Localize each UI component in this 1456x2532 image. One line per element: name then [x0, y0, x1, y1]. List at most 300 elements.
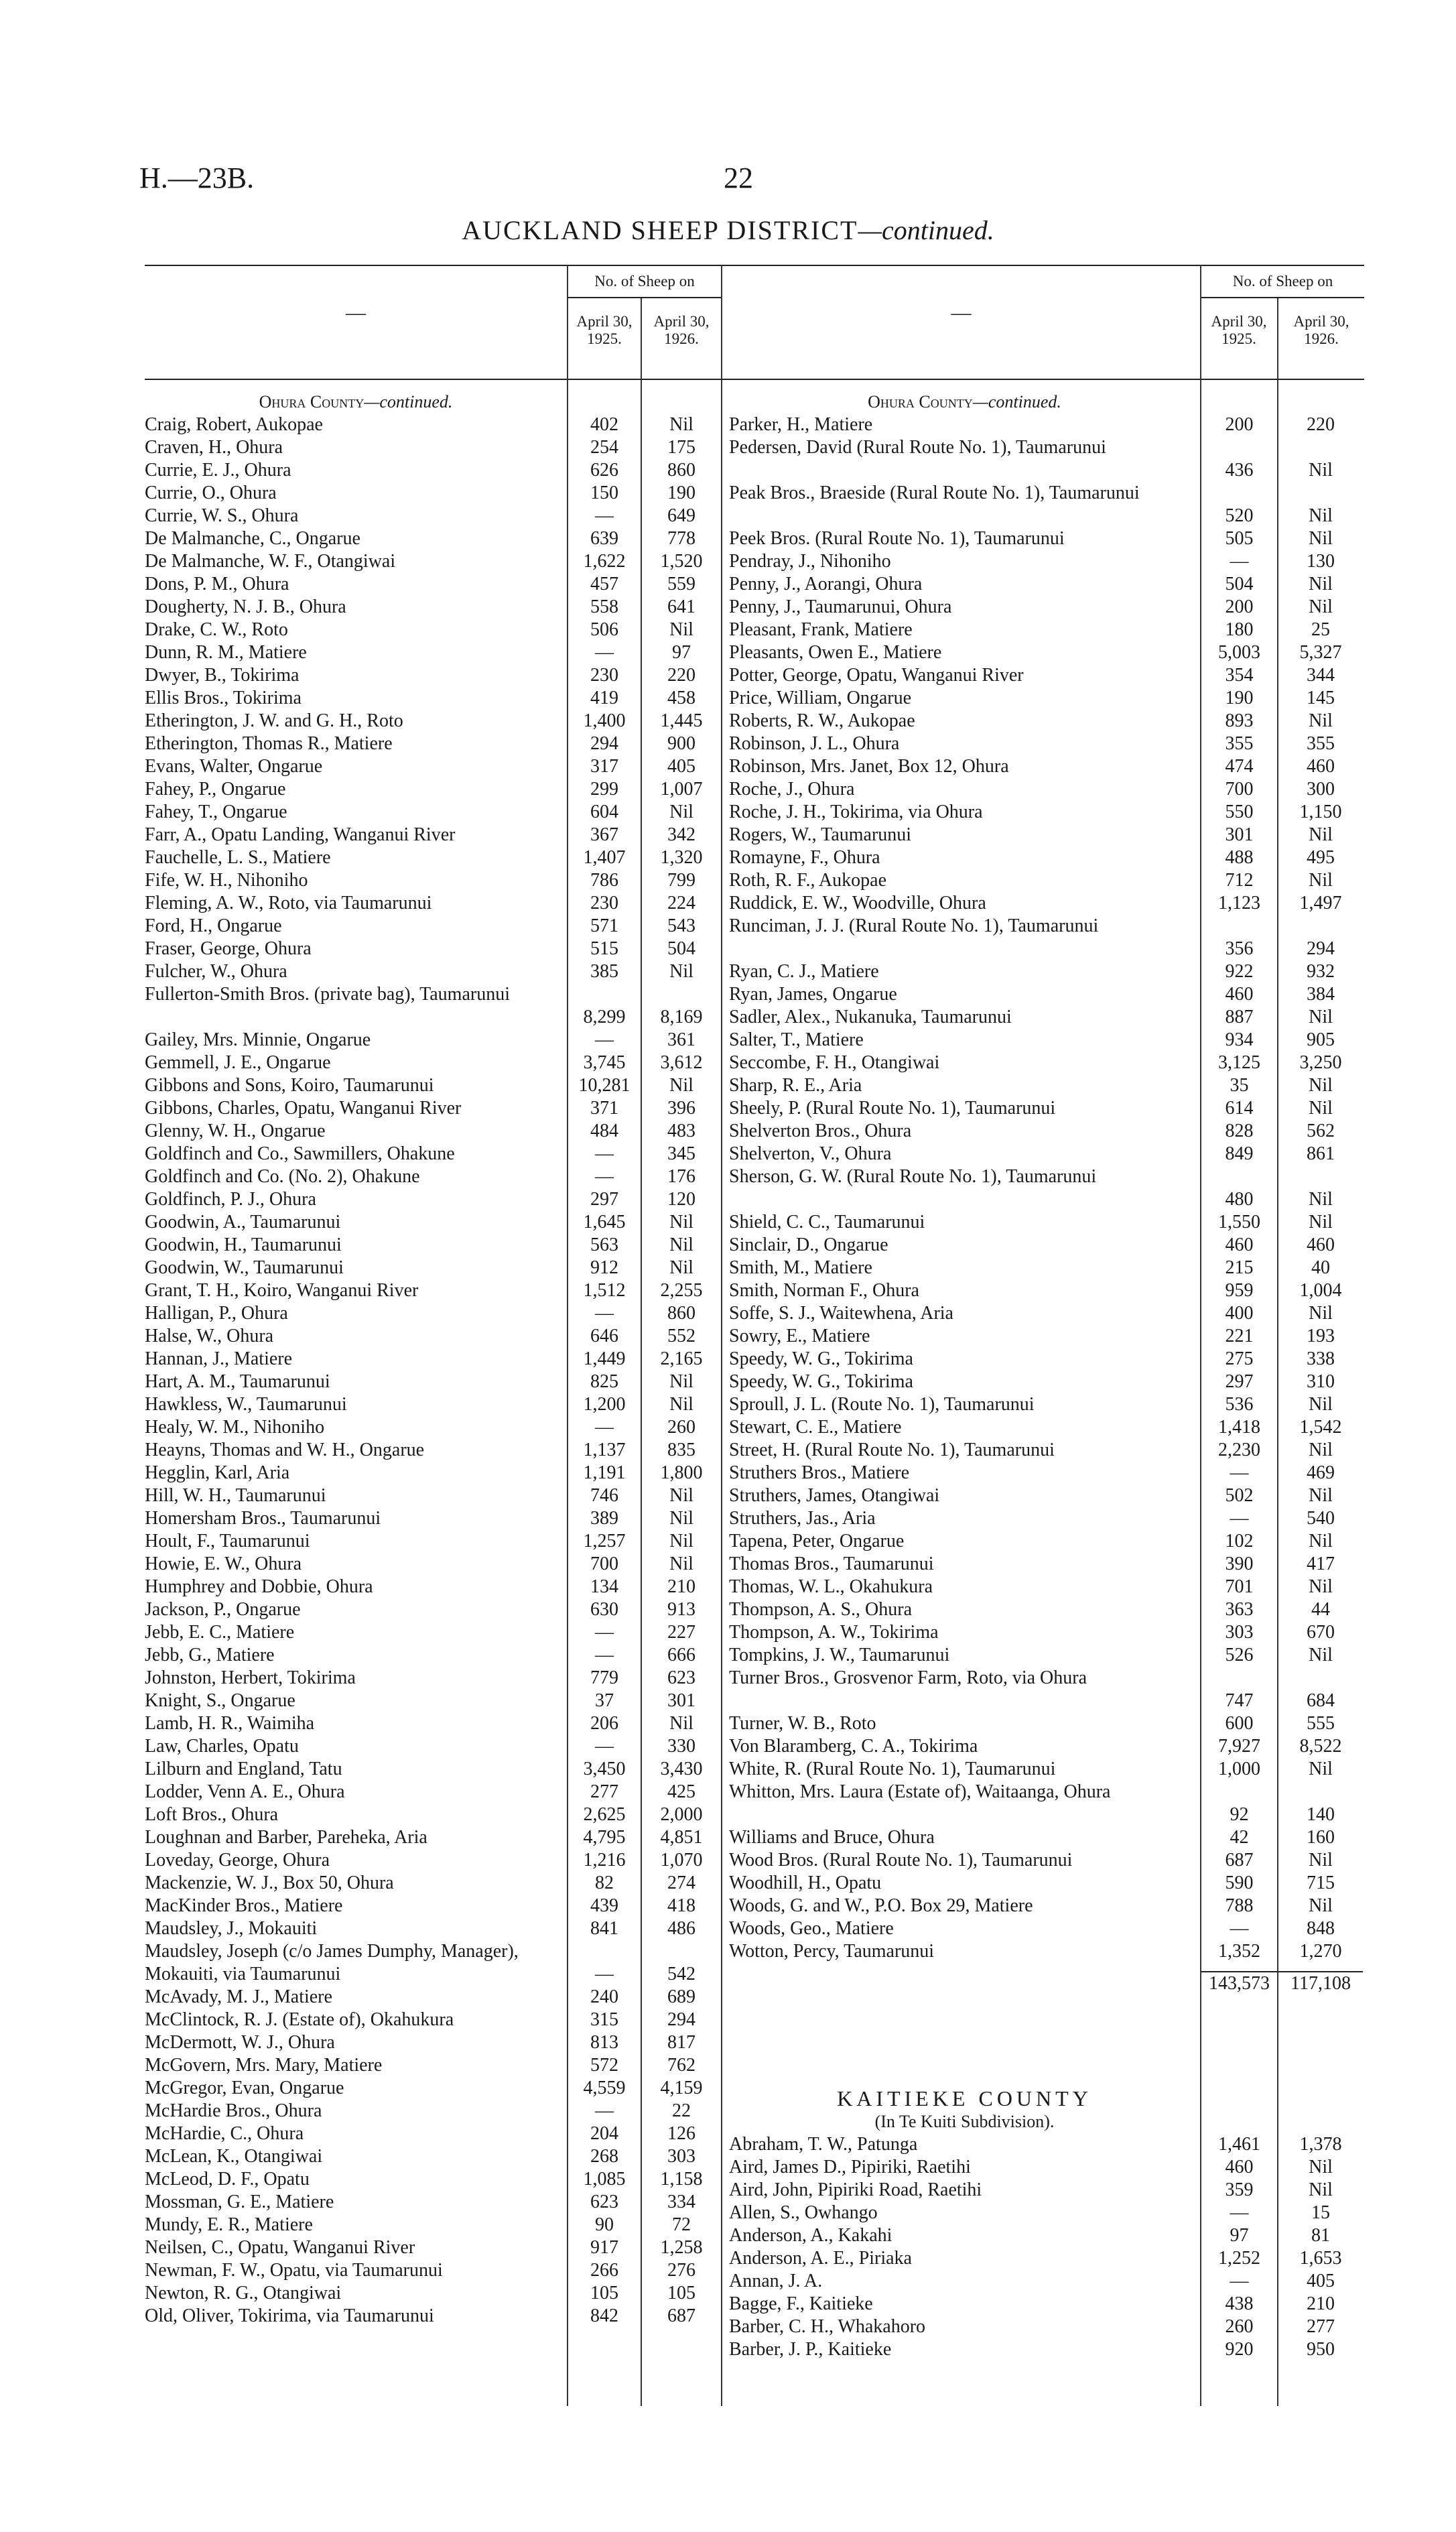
right-section-name: Ohura County [868, 392, 973, 412]
sheep-1926: 900 [667, 733, 696, 754]
sheep-1926: 715 [1307, 1873, 1335, 1893]
table-row [145, 505, 721, 527]
sheep-1926: 396 [667, 1098, 696, 1119]
sheep-1926: 559 [667, 574, 696, 594]
table-row [729, 2202, 1364, 2224]
sheep-1926: 3,250 [1299, 1052, 1342, 1073]
table-row [145, 1553, 721, 1576]
table-row [145, 527, 721, 550]
table-row [729, 2316, 1364, 2338]
sheep-1925: 460 [1225, 1235, 1254, 1255]
sheep-1926: 105 [667, 2283, 696, 2303]
sheep-1925: 3,745 [583, 1052, 626, 1073]
sheep-1925: 515 [590, 938, 618, 959]
owner-name: Bagge, F., Kaitieke [729, 2293, 873, 2314]
table-row [145, 733, 721, 755]
table-row [145, 2191, 721, 2214]
sheep-1925: — [1230, 1918, 1249, 1939]
table-row [145, 2305, 721, 2328]
owner-name: Hill, W. H., Taumarunui [145, 1485, 326, 1506]
table-row [729, 1052, 1364, 1074]
owner-name: Goodwin, W., Taumarunui [145, 1257, 344, 1278]
owner-name: Maudsley, J., Mokauiti [145, 1918, 318, 1939]
sheep-1925: — [595, 505, 614, 526]
sheep-1926: 552 [667, 1326, 696, 1346]
table-row [145, 1234, 721, 1257]
table-row [145, 824, 721, 846]
sheep-1925: 1,191 [583, 1462, 626, 1483]
sheep-1925: 82 [595, 1873, 614, 1893]
table-row [145, 1803, 721, 1826]
table-row [145, 664, 721, 687]
table-row [729, 1393, 1364, 1416]
owner-name: Salter, T., Matiere [729, 1029, 864, 1050]
sheep-1925: 134 [590, 1576, 618, 1597]
sheep-1926: 224 [667, 893, 696, 913]
table-row [145, 801, 721, 824]
sheep-1926: Nil [1309, 1759, 1333, 1779]
sheep-1926: 1,520 [660, 551, 703, 572]
owner-name: Mossman, G. E., Matiere [145, 2192, 334, 2212]
table-row [729, 664, 1364, 687]
table-row [729, 2270, 1364, 2293]
left-col1-header: April 30, 1925. [576, 313, 633, 347]
table-row [729, 1097, 1364, 1120]
table-row [145, 1986, 721, 2009]
table-row [145, 482, 721, 505]
sheep-1925: — [595, 1736, 614, 1757]
sheep-1926: Nil [1309, 710, 1333, 731]
sheep-1925: 460 [1225, 2157, 1254, 2177]
left-rows [145, 414, 721, 2328]
sheep-1925: — [1230, 2202, 1249, 2223]
sheep-1926: Nil [1309, 824, 1333, 845]
table-row [729, 824, 1364, 846]
sheep-1926: Nil [1309, 2157, 1333, 2177]
sheep-1925: 42 [1230, 1827, 1249, 1848]
sheep-1926: Nil [1309, 1440, 1333, 1460]
sheep-1925: 506 [590, 619, 618, 640]
table-row [145, 1029, 721, 1052]
sheep-1925: 215 [1225, 1257, 1254, 1278]
sheep-1926: Nil [1309, 2179, 1333, 2200]
sheep-1926: 330 [667, 1736, 696, 1757]
sheep-1925: 200 [1225, 596, 1254, 617]
sheep-1926: 458 [667, 688, 696, 708]
sheep-1926: 276 [667, 2260, 696, 2281]
owner-name: Pleasant, Frank, Matiere [729, 619, 913, 640]
sheep-1925: 1,449 [583, 1348, 626, 1369]
owner-name: Fauchelle, L. S., Matiere [145, 847, 331, 868]
sheep-1926: 860 [667, 1303, 696, 1324]
sheep-1926: 4,159 [660, 2078, 703, 2098]
table-row [145, 1143, 721, 1165]
sheep-1925: 359 [1225, 2179, 1254, 2200]
sheep-1926: 2,000 [660, 1804, 703, 1825]
sheep-1925: 4,795 [583, 1827, 626, 1848]
owner-name: Sowry, E., Matiere [729, 1326, 870, 1346]
table-row [729, 710, 1364, 733]
table-row [145, 1484, 721, 1507]
sheep-1926: 274 [667, 1873, 696, 1893]
sheep-1925: 1,512 [583, 1280, 626, 1301]
table-row [145, 1667, 721, 1690]
owner-name: Wotton, Percy, Taumarunui [729, 1941, 935, 1962]
table-row [145, 1325, 721, 1348]
sheep-1925: 842 [590, 2305, 618, 2326]
sheep-1925: 920 [1225, 2339, 1254, 2360]
owner-name: Shelverton Bros., Ohura [729, 1121, 912, 1141]
owner-name: Lilburn and England, Tatu [145, 1759, 342, 1779]
sheep-1925: — [1230, 2271, 1249, 2291]
owner-name: Speedy, W. G., Tokirima [729, 1371, 913, 1392]
table-row [145, 1781, 721, 1803]
right-section-heading [729, 391, 1200, 414]
ohura-total-1926: 117,108 [1278, 1971, 1363, 1995]
owner-name: Heayns, Thomas and W. H., Ongarue [145, 1440, 425, 1460]
sheep-1926: 861 [1307, 1143, 1335, 1164]
table-row [145, 2123, 721, 2145]
sheep-1925: 922 [1225, 961, 1254, 982]
sheep-1925: 614 [1225, 1098, 1254, 1119]
sheep-1925: 3,125 [1218, 1052, 1260, 1073]
owner-name: Goodwin, H., Taumarunui [145, 1235, 342, 1255]
sheep-1926: 361 [667, 1029, 696, 1050]
sheep-1926: 1,800 [660, 1462, 703, 1483]
sheep-1925: 505 [1225, 528, 1254, 549]
sheep-1925: 712 [1225, 870, 1254, 891]
owner-name: Von Blaramberg, C. A., Tokirima [729, 1736, 978, 1757]
sheep-1926: 15 [1311, 2202, 1330, 2223]
sheep-1926: 1,542 [1299, 1417, 1342, 1438]
page-number: 22 [724, 162, 753, 194]
page-reference: H.—23B. [139, 162, 255, 194]
sheep-1925: 35 [1230, 1075, 1249, 1096]
sheep-1925: 230 [590, 665, 618, 686]
owner-name: Abraham, T. W., Patunga [729, 2134, 918, 2155]
sheep-1926: Nil [1309, 1645, 1333, 1665]
owner-name: Shelverton, V., Ohura [729, 1143, 892, 1164]
sheep-1926: 355 [1307, 733, 1335, 754]
ohura-total-1925: 143,573 [1201, 1971, 1277, 1995]
sheep-1925: 887 [1225, 1007, 1254, 1027]
sheep-1925: 484 [590, 1121, 618, 1141]
sheep-1925: 356 [1225, 938, 1254, 959]
owner-name: Rogers, W., Taumarunui [729, 824, 912, 845]
sheep-1926: Nil [1309, 1531, 1333, 1552]
owner-name: Roche, J. H., Tokirima, via Ohura [729, 802, 983, 822]
owner-name: Maudsley, Joseph (c/o James Dumphy, Manager), Mokauiti, via Taumarunui [145, 1941, 519, 1984]
sheep-1925: 460 [1225, 984, 1254, 1005]
sheep-1925: 297 [1225, 1371, 1254, 1392]
sheep-1925: 3,450 [583, 1759, 626, 1779]
sheep-1925: 917 [590, 2237, 618, 2258]
table-row [729, 550, 1364, 573]
table-row [729, 1576, 1364, 1598]
table-row [145, 1439, 721, 1462]
sheep-1925: 504 [1225, 574, 1254, 594]
owner-name: Sinclair, D., Ongarue [729, 1235, 888, 1255]
sheep-1926: 950 [1307, 2339, 1335, 2360]
owner-name: Knight, S., Ongarue [145, 1690, 295, 1711]
owner-name: Loughnan and Barber, Pareheka, Aria [145, 1827, 427, 1848]
owner-name: MacKinder Bros., Matiere [145, 1895, 343, 1916]
owner-name: Halse, W., Ohura [145, 1326, 274, 1346]
sheep-1925: 354 [1225, 665, 1254, 686]
table-row [145, 1940, 721, 1986]
table-row [145, 1826, 721, 1849]
sheep-1925: 1,200 [583, 1394, 626, 1415]
sheep-1925: 266 [590, 2260, 618, 2281]
sheep-1925: 2,625 [583, 1804, 626, 1825]
sheep-1926: Nil [1309, 1098, 1333, 1119]
owner-name: Tompkins, J. W., Taumarunui [729, 1645, 950, 1665]
owner-name: Dwyer, B., Tokirima [145, 665, 300, 686]
sheep-1926: 72 [672, 2214, 691, 2235]
owner-name: Johnston, Herbert, Tokirima [145, 1667, 356, 1688]
owner-name: Fraser, George, Ohura [145, 938, 312, 959]
sheep-1925: 526 [1225, 1645, 1254, 1665]
sheep-1926: 418 [667, 1895, 696, 1916]
sheep-1926: Nil [669, 1531, 693, 1552]
table-row [145, 619, 721, 641]
table-row [729, 1234, 1364, 1257]
sheep-1926: 193 [1307, 1326, 1335, 1346]
sheep-1926: 145 [1307, 688, 1335, 708]
title-main: AUCKLAND SHEEP DISTRICT [462, 215, 858, 245]
owner-name: Goldfinch, P. J., Ohura [145, 1189, 316, 1210]
table-row [145, 892, 721, 915]
sheep-1925: 436 [1225, 460, 1254, 481]
sheep-1926: Nil [669, 1235, 693, 1255]
sheep-1925: 893 [1225, 710, 1254, 731]
owner-name: Parker, H., Matiere [729, 414, 873, 435]
owner-name: Romayne, F., Ohura [729, 847, 880, 868]
sheep-1926: Nil [669, 961, 693, 982]
owner-name: Fullerton-Smith Bros. (private bag), Taumarunui [145, 984, 510, 1005]
sheep-1925: 700 [590, 1554, 618, 1574]
table-row [729, 1120, 1364, 1143]
owner-name: Halligan, P., Ohura [145, 1303, 288, 1324]
sheep-1925: 303 [1225, 1622, 1254, 1643]
sheep-1926: 542 [667, 1964, 696, 1984]
sheep-1925: 550 [1225, 802, 1254, 822]
left-section-name: Ohura County [259, 392, 365, 412]
sheep-1926: 562 [1307, 1121, 1335, 1141]
owner-name: Hoult, F., Taumarunui [145, 1531, 310, 1552]
sheep-1925: 630 [590, 1599, 618, 1620]
right-section-suffix: —continued. [972, 392, 1061, 412]
sheep-1926: 342 [667, 824, 696, 845]
owner-name: Currie, E. J., Ohura [145, 460, 291, 481]
owner-name: Ellis Bros., Tokirima [145, 688, 302, 708]
table-row [729, 1279, 1364, 1302]
sheep-1925: 230 [590, 893, 618, 913]
sheep-1925: 747 [1225, 1690, 1254, 1711]
owner-name: Woodhill, H., Opatu [729, 1873, 882, 1893]
sheep-1925: 841 [590, 1918, 618, 1939]
sheep-1926: Nil [1309, 1007, 1333, 1027]
table-row [145, 2100, 721, 2123]
owner-name: Humphrey and Dobbie, Ohura [145, 1576, 373, 1597]
sheep-1926: 666 [667, 1645, 696, 1665]
table-row [145, 2282, 721, 2305]
owner-name: Stewart, C. E., Matiere [729, 1417, 902, 1438]
owner-name: Goodwin, A., Taumarunui [145, 1212, 341, 1232]
sheep-1926: Nil [1309, 1895, 1333, 1916]
owner-name: Sharp, R. E., Aria [729, 1075, 862, 1096]
sheep-1925: 10,281 [578, 1075, 631, 1096]
table-row [145, 1917, 721, 1940]
kaitieke-heading: KAITIEKE COUNTY [837, 2086, 1092, 2110]
sheep-1925: 1,550 [1218, 1212, 1260, 1232]
sheep-1926: Nil [669, 1212, 693, 1232]
table-row [145, 1644, 721, 1667]
owner-name: Speedy, W. G., Tokirima [729, 1348, 913, 1369]
table-row [729, 1507, 1364, 1530]
sheep-1926: 1,004 [1299, 1280, 1342, 1301]
sheep-1925: 474 [1225, 756, 1254, 777]
sheep-1926: Nil [1309, 870, 1333, 891]
sheep-1926: 495 [1307, 847, 1335, 868]
table-row [145, 755, 721, 778]
owner-name: Sproull, J. L. (Route No. 1), Taumarunui [729, 1394, 1035, 1415]
sheep-1926: 97 [672, 642, 691, 663]
table-row [729, 641, 1364, 664]
owner-name: McGovern, Mrs. Mary, Matiere [145, 2055, 383, 2076]
sheep-1925: 400 [1225, 1303, 1254, 1324]
sheep-1926: Nil [1309, 1189, 1333, 1210]
sheep-1925: 385 [590, 961, 618, 982]
owner-name: Sheely, P. (Rural Route No. 1), Taumarunui [729, 1098, 1056, 1119]
table-top-rule [145, 265, 1364, 266]
owner-name: Gailey, Mrs. Minnie, Ongarue [145, 1029, 371, 1050]
sheep-1926: 140 [1307, 1804, 1335, 1825]
sheep-1926: 310 [1307, 1371, 1335, 1392]
owner-name: Soffe, S. J., Waitewhena, Aria [729, 1303, 953, 1324]
sheep-1926: 130 [1307, 551, 1335, 572]
sheep-1925: 1,085 [583, 2169, 626, 2190]
sheep-1925: 1,418 [1218, 1417, 1260, 1438]
sheep-1925: 1,461 [1218, 2134, 1260, 2155]
table-row [729, 846, 1364, 869]
sheep-1925: 221 [1225, 1326, 1254, 1346]
sheep-1926: Nil [669, 1713, 693, 1734]
sheep-1925: 97 [1230, 2225, 1249, 2246]
sheep-1926: Nil [669, 1371, 693, 1392]
right-group-rule [1201, 297, 1364, 298]
owner-name: Evans, Walter, Ongarue [145, 756, 323, 777]
owner-name: Thompson, A. W., Tokirima [729, 1622, 939, 1643]
sheep-1926: 417 [1307, 1554, 1335, 1574]
sheep-1926: 684 [1307, 1690, 1335, 1711]
table-row [729, 2247, 1364, 2270]
sheep-1926: Nil [669, 414, 693, 435]
table-row [145, 1598, 721, 1621]
right-rows [729, 414, 1364, 1963]
table-row [729, 1143, 1364, 1165]
owner-name: De Malmanche, W. F., Otangiwai [145, 551, 396, 572]
sheep-1925: 92 [1230, 1804, 1249, 1825]
owner-name: Barber, J. P., Kaitieke [729, 2339, 892, 2360]
table-row [729, 1553, 1364, 1576]
owner-name: Jebb, E. C., Matiere [145, 1622, 295, 1643]
sheep-1926: 504 [667, 938, 696, 959]
owner-name: Struthers Bros., Matiere [729, 1462, 910, 1483]
table-row [145, 778, 721, 801]
sheep-1925: 502 [1225, 1485, 1254, 1506]
sheep-1926: 301 [667, 1690, 696, 1711]
owner-name: Ford, H., Ongarue [145, 915, 282, 936]
sheep-1925: 825 [590, 1371, 618, 1392]
table-row [145, 1393, 721, 1416]
table-row [729, 755, 1364, 778]
sheep-1925: 200 [1225, 414, 1254, 435]
sheep-1925: 180 [1225, 619, 1254, 640]
owner-name: Fahey, T., Ongarue [145, 802, 287, 822]
owner-name: Etherington, J. W. and G. H., Roto [145, 710, 403, 731]
sheep-1926: 3,612 [660, 1052, 703, 1073]
sheep-1925: 1,000 [1218, 1759, 1260, 1779]
owner-name: Roche, J., Ohura [729, 779, 855, 800]
sheep-1925: 275 [1225, 1348, 1254, 1369]
sheep-1926: 543 [667, 915, 696, 936]
ohura-total-row [729, 1971, 1364, 1994]
owner-name: Old, Oliver, Tokirima, via Taumarunui [145, 2305, 434, 2326]
sheep-1925: 779 [590, 1667, 618, 1688]
sheep-1925: 480 [1225, 1189, 1254, 1210]
sheep-1925: 1,400 [583, 710, 626, 731]
owner-name: Fleming, A. W., Roto, via Taumarunui [145, 893, 432, 913]
owner-name: Pleasants, Owen E., Matiere [729, 642, 942, 663]
table-row [729, 1598, 1364, 1621]
table-row [145, 1097, 721, 1120]
owner-name: Homersham Bros., Taumarunui [145, 1508, 381, 1529]
table-row [145, 1530, 721, 1553]
kaitieke-rows [729, 2133, 1364, 2361]
owner-name: Williams and Bruce, Ohura [729, 1827, 935, 1848]
sheep-1926: Nil [669, 1257, 693, 1278]
table-row [729, 1484, 1364, 1507]
owner-name: McDermott, W. J., Ohura [145, 2032, 335, 2053]
owner-name: Howie, E. W., Ohura [145, 1554, 302, 1574]
sheep-1925: 2,230 [1218, 1440, 1260, 1460]
table-row [145, 459, 721, 482]
sheep-1926: Nil [669, 619, 693, 640]
table-row [145, 1279, 721, 1302]
owner-name: Roth, R. F., Aukopae [729, 870, 886, 891]
table-row [145, 2009, 721, 2031]
sheep-1926: 623 [667, 1667, 696, 1688]
owner-name: Lamb, H. R., Waimiha [145, 1713, 315, 1734]
table-row [729, 1917, 1364, 1940]
sheep-1925: 367 [590, 824, 618, 845]
sheep-1925: 419 [590, 688, 618, 708]
sheep-1926: 22 [672, 2100, 691, 2121]
table-row [145, 1621, 721, 1644]
owner-name: Ryan, C. J., Matiere [729, 961, 879, 982]
table-row [145, 687, 721, 710]
sheep-1926: 835 [667, 1440, 696, 1460]
sheep-1925: 1,407 [583, 847, 626, 868]
owner-name: Turner, W. B., Roto [729, 1713, 876, 1734]
owner-name: Newman, F. W., Opatu, via Taumarunui [145, 2260, 443, 2281]
table-row [145, 1895, 721, 1917]
owner-name: Allen, S., Owhango [729, 2202, 878, 2223]
table-row [729, 596, 1364, 619]
sheep-1926: 175 [667, 437, 696, 458]
table-row [729, 892, 1364, 915]
